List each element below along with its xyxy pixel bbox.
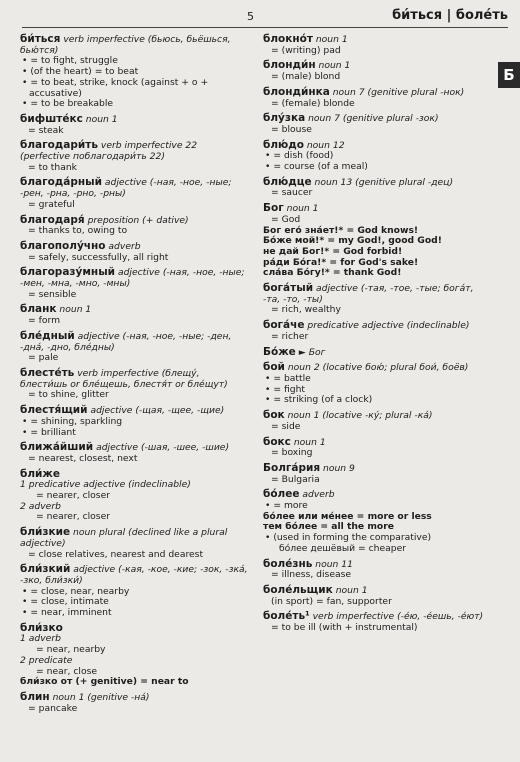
definition: = God [271, 213, 301, 225]
dictionary-entry [20, 114, 248, 136]
headword: бой [263, 361, 285, 374]
headword: блин [20, 690, 50, 703]
dictionary-entry [20, 564, 248, 619]
sense-bullet: • = fight [265, 383, 306, 395]
definition: (in sport) = fan, supporter [271, 595, 392, 607]
dictionary-entry [20, 34, 248, 110]
headword: бога́че [263, 319, 305, 332]
dictionary-entry [263, 585, 488, 607]
definition-line [20, 316, 248, 327]
right-column [263, 34, 488, 638]
definition: = near, close [36, 665, 98, 677]
sense-bullet: • = dish (food) [265, 150, 334, 162]
phrase: ра́ди Бо́га!* = for God's sake! [263, 256, 419, 268]
definition: = to fight, struggle [30, 55, 118, 67]
dictionary-entry [20, 177, 248, 210]
definition-line [263, 99, 488, 110]
definition-line [20, 163, 248, 174]
grammar-note: noun 1 [318, 60, 351, 72]
headword: блокно́т [263, 33, 313, 45]
grammar-note: noun 9 [323, 462, 355, 474]
definition: = course (of a meal) [273, 161, 368, 173]
headword: бли́зко [20, 621, 63, 634]
dictionary-entry [263, 203, 488, 279]
grammar-note: noun 7 (genitive plural -зок) [308, 113, 439, 125]
dictionary-entry [263, 320, 488, 342]
definition: = (writing) pad [271, 44, 341, 56]
definition: = safely, successfully, all right [28, 251, 169, 263]
grammar-note: noun 1 (locative -ку́; plural -ка́) [287, 410, 433, 422]
dictionary-entry [263, 177, 488, 199]
grammar-note: verb imperfective 22 (perfective поблагодари́ть 22) [20, 140, 198, 163]
grammar-note: adverb [302, 489, 335, 501]
sense-bullet: • = course (of a meal) [265, 161, 368, 173]
definition-line [20, 126, 248, 137]
definition: = dish (food) [273, 150, 334, 162]
dictionary-entry [263, 283, 488, 316]
sense-bullet: • = to be breakable [22, 98, 114, 110]
headword: благополу́чно [20, 239, 106, 252]
dictionary-entry [263, 410, 488, 432]
definition-line [20, 390, 248, 401]
page-header [0, 0, 520, 34]
grammar-note: verb imperfective (блещу́, блести́шь or бле́щешь, блестя́т or бле́щут) [20, 367, 228, 390]
definition: = battle [273, 372, 311, 384]
dictionary-entry [263, 437, 488, 459]
definition: = brilliant [30, 426, 76, 438]
definition: = nearest, closest, next [28, 452, 138, 464]
dictionary-entry [20, 442, 248, 464]
headword: Болга́рия [263, 461, 321, 474]
header-rule [22, 27, 508, 28]
sense-bullet: • = close, near, nearby [22, 585, 130, 597]
definition: = sensible [28, 288, 77, 300]
headword: бок [263, 409, 285, 422]
definition-line [20, 253, 248, 264]
definition: = more [273, 500, 308, 512]
grammar-note: predicative adjective (indeclinable) [307, 320, 470, 332]
grammar-note: noun 12 [306, 139, 345, 151]
definition-line [263, 448, 488, 459]
definition: = nearer, closer [36, 490, 111, 502]
grammar-note: noun 7 (genitive plural -нок) [332, 86, 465, 98]
definition: = to shine, glitter [28, 389, 109, 401]
grammar-note: preposition (+ dative) [87, 214, 189, 226]
headword: блу́зка [263, 112, 306, 125]
headword: боле́знь [263, 557, 313, 570]
sense-bullet: • = striking (of a clock) [265, 394, 373, 406]
phrase: тем бо́лее = all the more [263, 521, 394, 533]
grammar-note: noun 1 [85, 113, 118, 125]
grammar-note: verb imperfective (-е́ю, -е́ешь, -е́ют) [312, 611, 484, 623]
grammar-note: noun 1 [335, 584, 368, 596]
phrase: сла́ва Бо́гу!* = thank God! [263, 267, 402, 279]
definition: = to be ill (with + instrumental) [271, 622, 418, 634]
dictionary-entry [263, 87, 488, 109]
headword: бли́зкий [20, 563, 71, 576]
dictionary-entry [20, 527, 248, 560]
dictionary-entry [263, 140, 488, 173]
definition: = thanks to, owing to [28, 225, 128, 237]
definition: = to be breakable [30, 98, 114, 110]
definition: = form [28, 315, 61, 327]
definition: = nearer, closer [36, 511, 111, 523]
definition-line [20, 290, 248, 301]
definition: = to thank [28, 161, 77, 173]
definition: = near, imminent [30, 607, 112, 619]
page-number: 5 [247, 10, 254, 23]
definition: = blouse [271, 123, 312, 135]
headword: блю́до [263, 138, 304, 151]
headword: благодаря́ [20, 213, 85, 226]
dictionary-entry [20, 469, 248, 524]
definition: = steak [28, 124, 64, 136]
sense-bullet: • = to fight, struggle [22, 55, 118, 67]
grammar-note: noun 1 [315, 34, 348, 45]
sense-bullet: • = battle [265, 372, 311, 384]
dictionary-entry [20, 215, 248, 237]
grammar-note: adjective (-ная, -ное, -ные; -мен, -мна, -мно, -мны) [20, 267, 245, 290]
sense-bullet: • = more [265, 500, 308, 512]
headword: благода́рный [20, 176, 102, 189]
dictionary-entry [20, 623, 248, 688]
definition: (used in forming the comparative) [273, 532, 432, 544]
dictionary-entry [263, 113, 488, 135]
grammar-note: adverb [108, 240, 141, 252]
dictionary-entry [20, 267, 248, 300]
grammar-note: noun 1 (genitive -на́) [52, 691, 150, 703]
definition-line [263, 305, 488, 316]
definition: = to beat, strike, knock (against + о + accusative) [29, 76, 209, 99]
dictionary-entry [263, 559, 488, 581]
phrase: Бо́же мой!* = my God!, good God! [263, 235, 442, 247]
headword: ближа́йший [20, 441, 94, 454]
dictionary-entry [20, 304, 248, 326]
phrase: бо́лее или ме́нее = more or less [263, 510, 432, 522]
grammar-note: ► Бог [298, 346, 326, 358]
running-head: би́ться | боле́ть [392, 8, 508, 23]
headword: бо́лее [263, 488, 300, 501]
definition: = near, nearby [36, 644, 106, 656]
grammar-note: noun 13 (genitive plural -дец) [314, 176, 454, 188]
sense-bullet: • (of the heart) = to beat [22, 66, 139, 78]
grammar-note: noun 1 [286, 203, 319, 215]
phrase: не дай Бог!* = God forbid! [263, 245, 403, 257]
headword: бли́зкие [20, 526, 71, 539]
headword: бле́дный [20, 329, 75, 342]
definition: = side [271, 420, 301, 432]
grammar-note: verb imperfective (бьюсь, бьёшься, бью́тся) [20, 34, 231, 56]
dictionary-entry [263, 463, 488, 485]
grammar-note: noun 1 [293, 436, 326, 448]
example-phrase [20, 677, 248, 688]
sense-bullet: • = to beat, strike, knock (against + о + accusative) [22, 76, 209, 99]
definition: = shining, sparkling [30, 415, 123, 427]
definition: = grateful [28, 198, 75, 210]
headword: блонди́нка [263, 85, 330, 98]
definition: = Bulgaria [271, 473, 320, 485]
dictionary-entry [20, 405, 248, 438]
example-phrase [263, 268, 488, 279]
grammar-note: adjective (-щая, -щее, -щие) [90, 405, 225, 417]
definition: = fight [273, 383, 306, 395]
definition: = boxing [271, 447, 313, 459]
headword: Бо́же [263, 345, 296, 358]
sense-label: 2 predicate [20, 654, 73, 666]
definition: = saucer [271, 187, 313, 199]
headword: би́ться [20, 33, 61, 45]
dictionary-entry [263, 60, 488, 82]
definition-line [263, 422, 488, 433]
grammar-note: adjective (-ная, -ное, -ные; -ден, -дна́, -дно, бле́дны) [20, 330, 232, 353]
sense-bullet: • = near, imminent [22, 607, 112, 619]
definition-line [20, 704, 248, 715]
definition: = (female) blonde [271, 97, 355, 109]
headword: боле́ть¹ [263, 610, 310, 623]
definition-line [263, 46, 488, 57]
grammar-note: adjective (-шая, -шее, -шие) [96, 442, 230, 454]
definition: = close, near, nearby [30, 585, 130, 597]
grammar-note: noun plural (declined like a plural adjective) [20, 527, 228, 549]
definition: = rich, wealthy [271, 304, 341, 316]
definition-line [20, 512, 248, 523]
definition-line [263, 597, 488, 608]
thumb-index-tab: Б [498, 62, 520, 88]
headword: бланк [20, 303, 57, 316]
headword: бли́же [20, 467, 60, 480]
headword: блесте́ть [20, 366, 75, 379]
example-phrase [263, 544, 488, 555]
headword: бифште́кс [20, 112, 83, 125]
definition: (of the heart) = to beat [30, 66, 139, 78]
sense-label: 2 adverb [20, 500, 61, 512]
definition-line [20, 550, 248, 561]
dictionary-entry [20, 241, 248, 263]
grammar-note: adjective (-тая, -тое, -тые; бога́т, -та, -то, -ты) [263, 283, 474, 305]
dictionary-entry [263, 34, 488, 56]
dictionary-entry [20, 140, 248, 173]
definition: = striking (of a clock) [273, 394, 373, 406]
definition-line [263, 125, 488, 136]
definition: = close, intimate [30, 596, 109, 608]
dictionary-entry [20, 331, 248, 364]
sense-label: 1 adverb [20, 633, 61, 645]
sense-bullet: • = close, intimate [22, 596, 109, 608]
dictionary-entry [20, 692, 248, 714]
definition: = pancake [28, 702, 78, 714]
sense-bullet: • = brilliant [22, 426, 76, 438]
headword: благодари́ть [20, 139, 98, 152]
headword: Бог [263, 202, 284, 215]
grammar-note: noun 1 [59, 304, 92, 316]
definition-line [263, 475, 488, 486]
definition-line [20, 226, 248, 237]
definition: = pale [28, 352, 59, 364]
definition: = richer [271, 330, 309, 342]
grammar-note: adjective (-ная, -ное, -ные; -рен, -рна, -рно, -рны) [20, 177, 232, 200]
grammar-note: noun 2 (locative бою́; plural бои́, боёв) [287, 362, 469, 374]
phrase: бли́зко от (+ genitive) = near to [20, 676, 189, 688]
grammar-note: adjective (-кая, -кое, -кие; -зок, -зка́, -зко, бли́зки́) [20, 564, 248, 586]
definition: = close relatives, nearest and dearest [28, 548, 204, 560]
definition: = (male) blond [271, 71, 341, 83]
headword: блестя́щий [20, 404, 88, 417]
dictionary-entry [263, 362, 488, 406]
definition-line [263, 570, 488, 581]
definition-line [263, 72, 488, 83]
dictionary-entry [20, 368, 248, 401]
definition-line [20, 200, 248, 211]
definition-line [263, 623, 488, 634]
definition-line [263, 332, 488, 343]
phrase: Бог его́ зна́ет!* = God knows! [263, 224, 419, 236]
grammar-note: noun 11 [315, 558, 353, 570]
dictionary-entry [263, 347, 488, 359]
left-column [20, 34, 248, 718]
headword: блонди́н [263, 59, 316, 72]
headword: блю́дце [263, 175, 312, 188]
headword: бога́тый [263, 282, 314, 295]
sense-bullet: • = shining, sparkling [22, 415, 123, 427]
headword: благоразу́мный [20, 266, 116, 279]
headword: бокс [263, 435, 291, 448]
phrase: бо́лее дешёвый = cheaper [279, 542, 407, 554]
sense-label: 1 predicative adjective (indeclinable) [20, 479, 191, 491]
definition: = illness, disease [271, 569, 352, 581]
definition-line [20, 353, 248, 364]
headword: боле́льщик [263, 583, 333, 596]
sense-bullet: • (used in forming the comparative) [265, 532, 432, 544]
definition-line [20, 454, 248, 465]
definition-line [263, 188, 488, 199]
dictionary-entry [263, 489, 488, 554]
dictionary-entry [263, 611, 488, 633]
